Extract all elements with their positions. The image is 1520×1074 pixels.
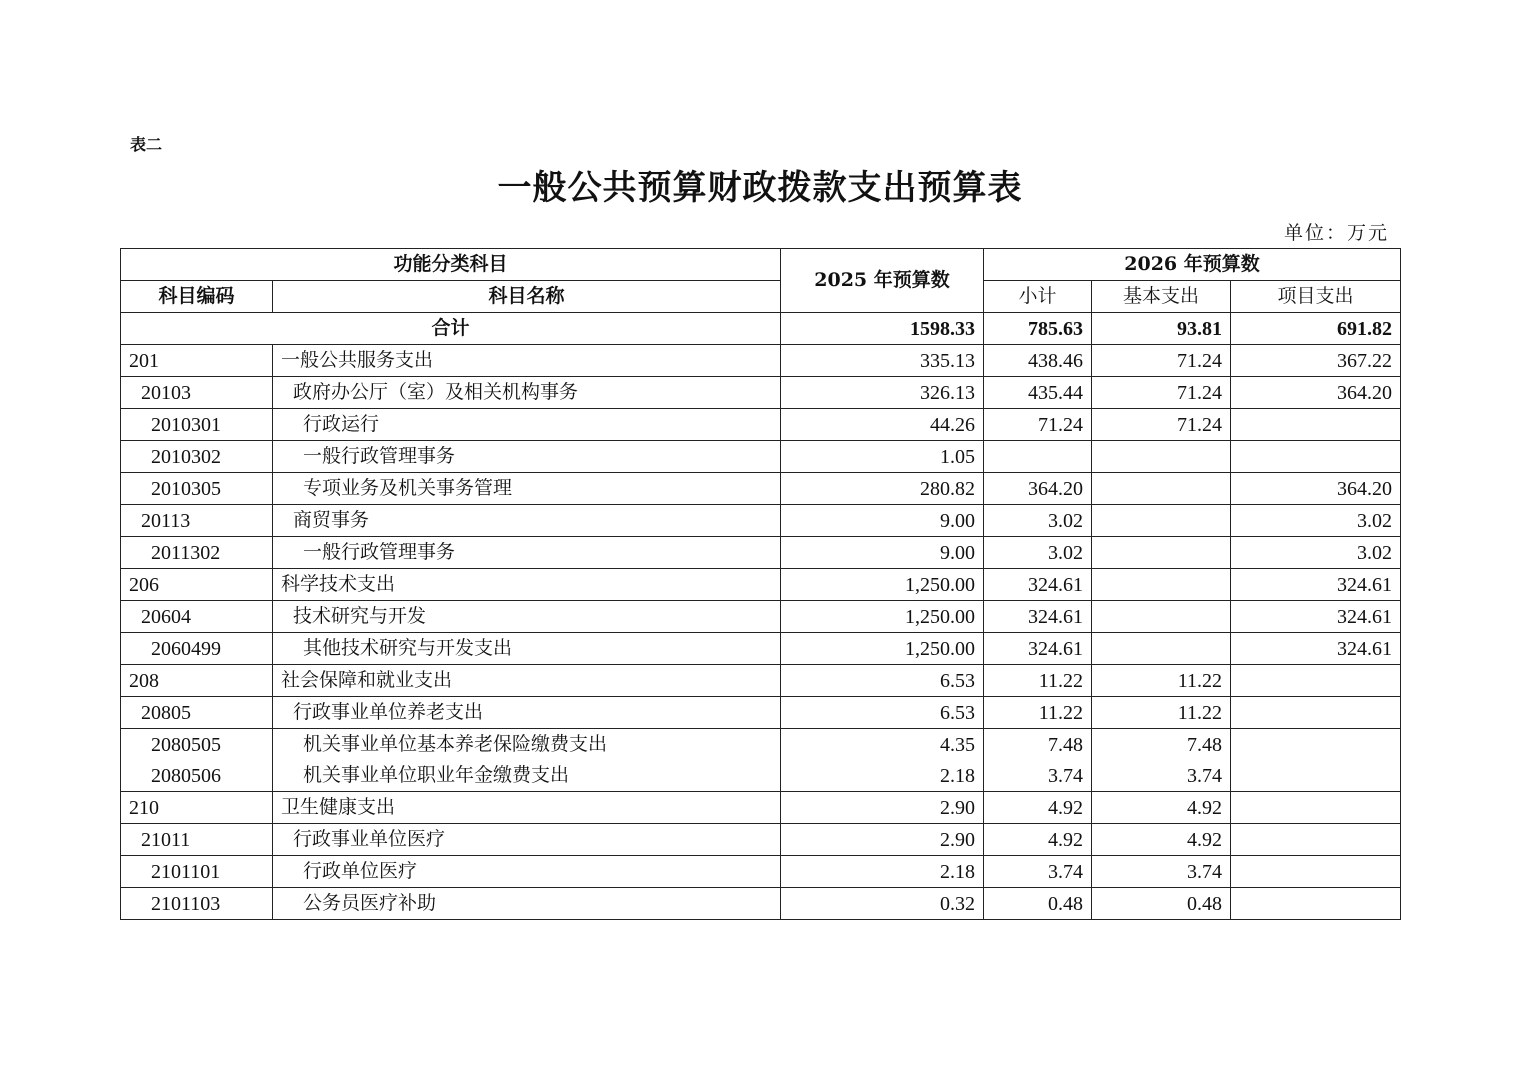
table-row	[121, 505, 1401, 537]
cell-project	[1231, 792, 1401, 824]
cell-name: 一般公共服务支出	[273, 345, 781, 377]
cell-basic: 11.22	[1092, 697, 1231, 729]
table-row	[121, 792, 1401, 824]
cell-2025: 335.13	[781, 345, 984, 377]
unit-label: 单位：万元	[1283, 222, 1389, 244]
table-row	[121, 377, 1401, 409]
cell-basic: 11.22	[1092, 665, 1231, 697]
cell-basic	[1092, 473, 1231, 505]
cell-subtotal: 438.46	[984, 345, 1092, 377]
cell-basic	[1092, 537, 1231, 569]
cell-2025: 2.90	[781, 824, 984, 856]
cell-2025: 6.53	[781, 697, 984, 729]
cell-project	[1231, 665, 1401, 697]
cell-code: 2101101	[121, 856, 273, 888]
cell-basic: 7.48	[1187, 733, 1223, 756]
table-row	[121, 856, 1401, 888]
table-row	[121, 441, 1401, 473]
cell-subtotal: 364.20	[984, 473, 1092, 505]
header-2025-budget: 2025 年预算数	[781, 249, 984, 313]
cell-name: 专项业务及机关事务管理	[273, 473, 781, 505]
cell-name: 机关事业单位基本养老保险缴费支出	[303, 733, 608, 755]
cell-project: 324.61	[1231, 633, 1401, 665]
cell-basic	[1092, 601, 1231, 633]
cell-code: 210	[121, 792, 273, 824]
cell-code: 2101103	[121, 888, 273, 920]
table-row	[121, 409, 1401, 441]
cell-subtotal: 435.44	[984, 377, 1092, 409]
cell-project-group	[1231, 729, 1401, 792]
cell-name-group	[273, 729, 781, 792]
cell-project	[1231, 856, 1401, 888]
table-row	[121, 824, 1401, 856]
cell-subtotal: 3.74	[984, 856, 1092, 888]
cell-project: 324.61	[1231, 601, 1401, 633]
cell-2025: 1,250.00	[781, 569, 984, 601]
cell-2025: 326.13	[781, 377, 984, 409]
cell-subtotal: 3.74	[1048, 764, 1084, 787]
cell-code: 208	[121, 665, 273, 697]
cell-code: 201	[121, 345, 273, 377]
header-func-category: 功能分类科目	[121, 249, 781, 281]
cell-code: 2010302	[121, 441, 273, 473]
cell-subtotal-group	[984, 729, 1092, 792]
cell-name: 机关事业单位职业年金缴费支出	[303, 764, 570, 786]
cell-basic: 71.24	[1092, 345, 1231, 377]
table-row-merged	[121, 729, 1401, 792]
cell-name: 卫生健康支出	[273, 792, 781, 824]
table-row	[121, 473, 1401, 505]
cell-code-group	[121, 729, 273, 792]
table-row	[121, 665, 1401, 697]
cell-basic: 71.24	[1092, 409, 1231, 441]
cell-name: 其他技术研究与开发支出	[273, 633, 781, 665]
cell-name: 社会保障和就业支出	[273, 665, 781, 697]
cell-2025: 2.90	[781, 792, 984, 824]
cell-2025: 1,250.00	[781, 633, 984, 665]
header-subtotal: 小计	[984, 281, 1092, 313]
cell-subtotal: 0.48	[984, 888, 1092, 920]
cell-project: 364.20	[1231, 377, 1401, 409]
cell-subtotal: 7.48	[1048, 733, 1084, 756]
cell-2025: 2.18	[940, 764, 976, 787]
total-subtotal: 785.63	[984, 313, 1092, 345]
header-row-1	[121, 249, 1401, 281]
cell-name: 一般行政管理事务	[273, 537, 781, 569]
cell-project	[1231, 888, 1401, 920]
cell-subtotal: 11.22	[984, 665, 1092, 697]
cell-code: 2080506	[151, 764, 221, 787]
cell-project	[1231, 409, 1401, 441]
table-row	[121, 697, 1401, 729]
cell-basic: 0.48	[1092, 888, 1231, 920]
table-row	[121, 601, 1401, 633]
cell-basic	[1092, 569, 1231, 601]
cell-subtotal: 11.22	[984, 697, 1092, 729]
cell-code: 20604	[121, 601, 273, 633]
total-project: 691.82	[1231, 313, 1401, 345]
header-row-2	[121, 281, 1401, 313]
cell-code: 2010301	[121, 409, 273, 441]
cell-code: 2080505	[151, 733, 221, 756]
header-code: 科目编码	[121, 281, 273, 313]
cell-project	[1231, 729, 1400, 760]
page-title: 一般公共预算财政拨款支出预算表	[497, 168, 1023, 208]
table-number-label: 表二	[130, 135, 163, 154]
cell-basic: 4.92	[1092, 824, 1231, 856]
cell-project: 367.22	[1231, 345, 1401, 377]
cell-basic: 71.24	[1092, 377, 1231, 409]
cell-subtotal: 3.02	[984, 505, 1092, 537]
cell-basic: 4.92	[1092, 792, 1231, 824]
cell-project	[1231, 760, 1400, 791]
table-row	[121, 345, 1401, 377]
cell-subtotal: 71.24	[984, 409, 1092, 441]
cell-project	[1231, 824, 1401, 856]
cell-code: 206	[121, 569, 273, 601]
total-label: 合计	[121, 313, 781, 345]
table-row	[121, 569, 1401, 601]
header-project: 项目支出	[1231, 281, 1401, 313]
total-basic: 93.81	[1092, 313, 1231, 345]
cell-code: 20103	[121, 377, 273, 409]
cell-basic	[1092, 441, 1231, 473]
cell-2025: 0.32	[781, 888, 984, 920]
cell-name: 政府办公厅（室）及相关机构事务	[273, 377, 781, 409]
cell-project: 3.02	[1231, 505, 1401, 537]
header-2026-budget: 2026 年预算数	[984, 249, 1401, 281]
cell-project: 324.61	[1231, 569, 1401, 601]
table-row	[121, 633, 1401, 665]
cell-basic: 3.74	[1092, 856, 1231, 888]
header-basic: 基本支出	[1092, 281, 1231, 313]
budget-table	[120, 248, 1401, 920]
table-row	[121, 537, 1401, 569]
total-2025: 1598.33	[781, 313, 984, 345]
cell-2025: 280.82	[781, 473, 984, 505]
cell-basic	[1092, 633, 1231, 665]
cell-2025: 44.26	[781, 409, 984, 441]
cell-name: 科学技术支出	[273, 569, 781, 601]
cell-basic	[1092, 505, 1231, 537]
cell-2025: 2.18	[781, 856, 984, 888]
cell-code: 2011302	[121, 537, 273, 569]
cell-2025: 4.35	[940, 733, 976, 756]
cell-project: 3.02	[1231, 537, 1401, 569]
cell-subtotal: 4.92	[984, 792, 1092, 824]
cell-name: 行政事业单位医疗	[273, 824, 781, 856]
cell-name: 行政事业单位养老支出	[273, 697, 781, 729]
cell-code: 20113	[121, 505, 273, 537]
cell-2025: 6.53	[781, 665, 984, 697]
cell-subtotal: 324.61	[984, 633, 1092, 665]
cell-name: 行政单位医疗	[273, 856, 781, 888]
cell-2025: 1.05	[781, 441, 984, 473]
cell-project	[1231, 697, 1401, 729]
cell-project	[1231, 441, 1401, 473]
cell-2025: 1,250.00	[781, 601, 984, 633]
cell-subtotal: 4.92	[984, 824, 1092, 856]
cell-subtotal: 3.02	[984, 537, 1092, 569]
header-name: 科目名称	[273, 281, 781, 313]
cell-name: 行政运行	[273, 409, 781, 441]
cell-code: 20805	[121, 697, 273, 729]
cell-code: 2010305	[121, 473, 273, 505]
total-row	[121, 313, 1401, 345]
cell-name: 一般行政管理事务	[273, 441, 781, 473]
cell-basic-group	[1092, 729, 1231, 792]
cell-2025-group	[781, 729, 984, 792]
cell-project: 364.20	[1231, 473, 1401, 505]
cell-2025: 9.00	[781, 505, 984, 537]
cell-code: 2060499	[121, 633, 273, 665]
cell-name: 技术研究与开发	[273, 601, 781, 633]
cell-code: 21011	[121, 824, 273, 856]
cell-subtotal	[984, 441, 1092, 473]
cell-name: 公务员医疗补助	[273, 888, 781, 920]
cell-2025: 9.00	[781, 537, 984, 569]
table-row	[121, 888, 1401, 920]
cell-name: 商贸事务	[273, 505, 781, 537]
cell-subtotal: 324.61	[984, 569, 1092, 601]
cell-basic: 3.74	[1187, 764, 1223, 787]
cell-subtotal: 324.61	[984, 601, 1092, 633]
